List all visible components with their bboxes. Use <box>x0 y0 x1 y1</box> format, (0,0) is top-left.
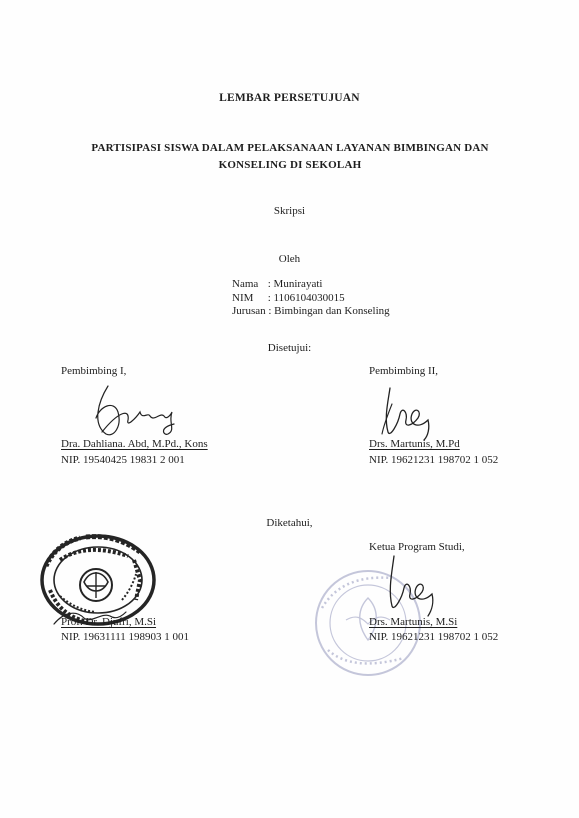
document-type: Skripsi <box>273 205 306 217</box>
supervisor1-nip: NIP. 19540425 19831 2 001 <box>61 454 185 466</box>
student-dept-row <box>232 305 390 317</box>
supervisor1-name: Dra. Dahliana. Abd, M.Pd., Kons <box>61 438 208 450</box>
head-program-signature <box>380 552 450 618</box>
by-label: Oleh <box>278 253 301 265</box>
student-nim-label: NIM <box>232 292 254 304</box>
dean-name: Prof. Dr. Djufri, M.Si <box>61 616 157 628</box>
dean-nip: NIP. 19631111 198903 1 001 <box>61 631 190 643</box>
student-nim-value: : 1106104030015 <box>267 292 345 304</box>
supervisor1-signature <box>78 382 198 440</box>
head-program-role: Ketua Program Studi, <box>369 541 465 553</box>
student-dept-label: Jurusan <box>232 305 266 317</box>
acknowledged-label: Diketahui, <box>266 517 313 529</box>
head-program-nip: NIP. 19621231 198702 1 052 <box>369 631 499 643</box>
page-heading: LEMBAR PERSETUJUAN <box>219 92 360 104</box>
approved-label: Disetujui: <box>267 342 312 354</box>
thesis-title-line-1: PARTISIPASI SISWA DALAM PELAKSANAAN LAYANAN BIMBINGAN DAN <box>91 142 489 154</box>
supervisor2-name: Drs. Martunis, M.Pd <box>369 438 460 450</box>
student-name-value: : Munirayati <box>267 278 323 290</box>
student-dept-value: : Bimbingan dan Konseling <box>268 305 390 317</box>
supervisor2-nip: NIP. 19621231 198702 1 052 <box>369 454 499 466</box>
student-name-label: Nama <box>232 278 259 290</box>
thesis-title <box>60 140 520 174</box>
thesis-title-line-2: KONSELING DI SEKOLAH <box>218 159 362 171</box>
supervisor2-signature <box>378 384 448 442</box>
supervisor2-role: Pembimbing II, <box>369 365 439 377</box>
student-name-row <box>232 278 322 290</box>
head-program-name: Drs. Martunis, M.Si <box>369 616 458 628</box>
supervisor1-role: Pembimbing I, <box>61 365 127 377</box>
student-nim-row <box>232 292 345 304</box>
